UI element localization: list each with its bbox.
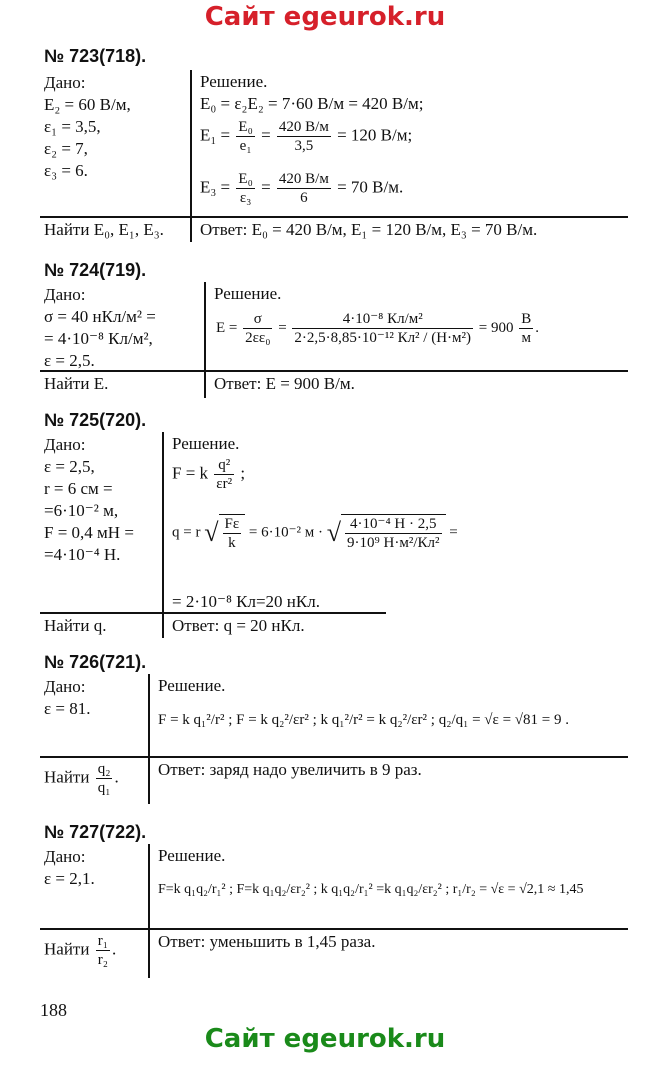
fraction [96,760,113,797]
text: E₃ = [200,177,231,197]
text: = [449,524,458,541]
solution-line [172,456,245,493]
text: = 70 В/м. [337,177,404,197]
answer-line: Ответ: E₀ = 420 В/м, E₁ = 120 В/м, E₃ = 70 В/м. [200,220,538,239]
solution-heading: Решение. [158,846,226,865]
fraction [236,118,254,155]
given-block [44,676,90,720]
given-block [44,846,95,890]
problem-726 [40,652,630,806]
fraction [236,170,254,207]
numerator: 4·10⁻⁴ Н · 2,5 [345,515,441,534]
text: = 6·10⁻² м · [248,524,324,541]
radicand [341,514,445,552]
given-line: F = 0,4 мН = [44,523,134,542]
numerator: Fε [224,516,240,532]
text: E₁ = [200,125,231,145]
denominator: e₁ [239,138,252,154]
answer-line: Ответ: q = 20 нКл. [172,616,305,635]
solution-line: = 2·10⁻⁸ Кл=20 нКл. [172,592,320,611]
given-line: Дано: [44,285,86,304]
given-block [44,72,131,182]
text: . [535,319,540,336]
numerator: r₁ [97,933,108,949]
solution-line [200,118,412,155]
text: = 120 В/м; [337,125,413,145]
separator [40,612,386,614]
given-line: E₂ = 60 В/м, [44,95,131,114]
text: = [278,319,287,336]
numerator: В [521,311,532,327]
fraction [96,932,110,969]
sqrt-icon: √ [204,518,219,547]
problem-title: № 727(722). [44,822,147,842]
numerator: E₀ [238,171,253,187]
problem-title: № 723(718). [44,46,147,66]
given-line: ε = 2,5, [44,457,95,476]
answer-line: Ответ: заряд надо увеличить в 9 раз. [158,760,422,779]
divider [204,282,206,398]
denominator: м [521,330,531,346]
text: q = r [172,524,201,541]
denominator: r₂ [97,952,108,968]
given-line: ε = 2,5. [44,351,95,370]
divider [162,432,164,638]
text: . [114,767,119,787]
divider [148,844,150,978]
denominator: 2·2,5·8,85·10⁻¹² Кл² / (Н·м²) [294,330,472,346]
separator [40,370,628,372]
given-block [44,434,134,566]
divider [148,674,150,804]
separator [40,756,628,758]
fraction [277,170,331,207]
fraction [243,310,272,347]
find-line: Найти E₀, E₁, E₃. [44,220,164,239]
solution-heading: Решение. [200,72,268,91]
given-line: ε₃ = 6. [44,161,88,180]
solution-formula: F = k q₁²/r² ; F = k q₂²/εr² ; k q₁²/r² = k q₂²/εr² ; q₂/q₁ = √ε = √81 = 9 . [158,712,569,728]
numerator: 4·10⁻⁸ Кл/м² [292,310,473,329]
given-line: r = 6 см = [44,479,113,498]
answer-line: Ответ: уменьшить в 1,45 раза. [158,932,376,951]
numerator: q₂ [97,761,111,777]
given-line: ε₂ = 7, [44,139,88,158]
given-line: =6·10⁻² м, [44,501,119,520]
separator [40,928,628,930]
denominator: 3,5 [294,138,314,154]
numerator: σ [243,310,272,329]
text: Найти [44,939,90,959]
text: Найти [44,767,90,787]
given-line: = 4·10⁻⁸ Кл/м², [44,329,153,348]
problem-title: № 724(719). [44,260,147,280]
solution-line [172,514,458,552]
problem-725 [40,410,630,642]
problem-724 [40,260,630,400]
given-line: Дано: [44,73,86,92]
given-line: =4·10⁻⁴ Н. [44,545,121,564]
denominator: 2εε₀ [245,330,271,346]
denominator: q₁ [97,780,111,796]
find-line: Найти q. [44,616,107,635]
find-line: Найти E. [44,374,109,393]
problem-title: № 726(721). [44,652,147,672]
numerator: q² [214,456,234,475]
radicand [219,514,246,552]
denominator: 6 [300,190,308,206]
solution-heading: Решение. [214,284,282,303]
page-number: 188 [40,1000,67,1020]
solution-heading: Решение. [172,434,240,453]
answer-line: Ответ: E = 900 В/м. [214,374,355,393]
fraction [223,515,242,552]
solution-line: E₀ = ε₂E₂ = 7·60 В/м = 420 В/м; [200,94,424,113]
problem-title: № 725(720). [44,410,147,430]
site-header: Сайт egeurok.ru [204,2,446,32]
text: = [261,125,271,145]
solution-line [216,310,539,347]
text: . [111,939,117,959]
given-block [44,284,156,372]
numerator: 420 В/м [278,171,329,187]
fraction [277,118,331,155]
problem-727 [40,822,630,982]
numerator: 420 В/м [278,119,329,135]
find-line [44,932,116,969]
fraction [519,310,533,347]
given-line: σ = 40 нКл/м² = [44,307,156,326]
text: E = [216,319,238,336]
given-line: ε₁ = 3,5, [44,117,101,136]
solution-formula: F=k q₁q₂/r₁² ; F=k q₁q₂/εr₂² ; k q₁q₂/r₁² =k q₁q₂/εr₂² ; r₁/r₂ = √ε = √2,1 ≈ 1,45 [158,882,584,897]
numerator: E₀ [238,119,253,135]
given-line: Дано: [44,435,86,454]
denominator: ε₃ [239,190,252,206]
given-line: ε = 81. [44,699,91,718]
text: = 900 [478,319,514,336]
given-line: Дано: [44,677,86,696]
solution-heading: Решение. [158,676,226,695]
denominator: k [228,535,236,551]
sqrt-icon: √ [326,518,342,547]
problem-723 [40,46,630,246]
given-line: Дано: [44,847,86,866]
text: F = k [172,463,209,483]
denominator: 9·10⁹ Н·м²/Кл² [347,535,440,551]
fraction [292,310,473,347]
text: = [261,177,271,197]
fraction [345,515,441,552]
fraction [214,456,234,493]
denominator: εr² [216,476,233,492]
site-footer: Сайт egeurok.ru [204,1024,446,1054]
text: ; [240,463,246,483]
given-line: ε = 2,1. [44,869,95,888]
separator [40,216,628,218]
find-line [44,760,119,797]
solution-line [200,170,403,207]
